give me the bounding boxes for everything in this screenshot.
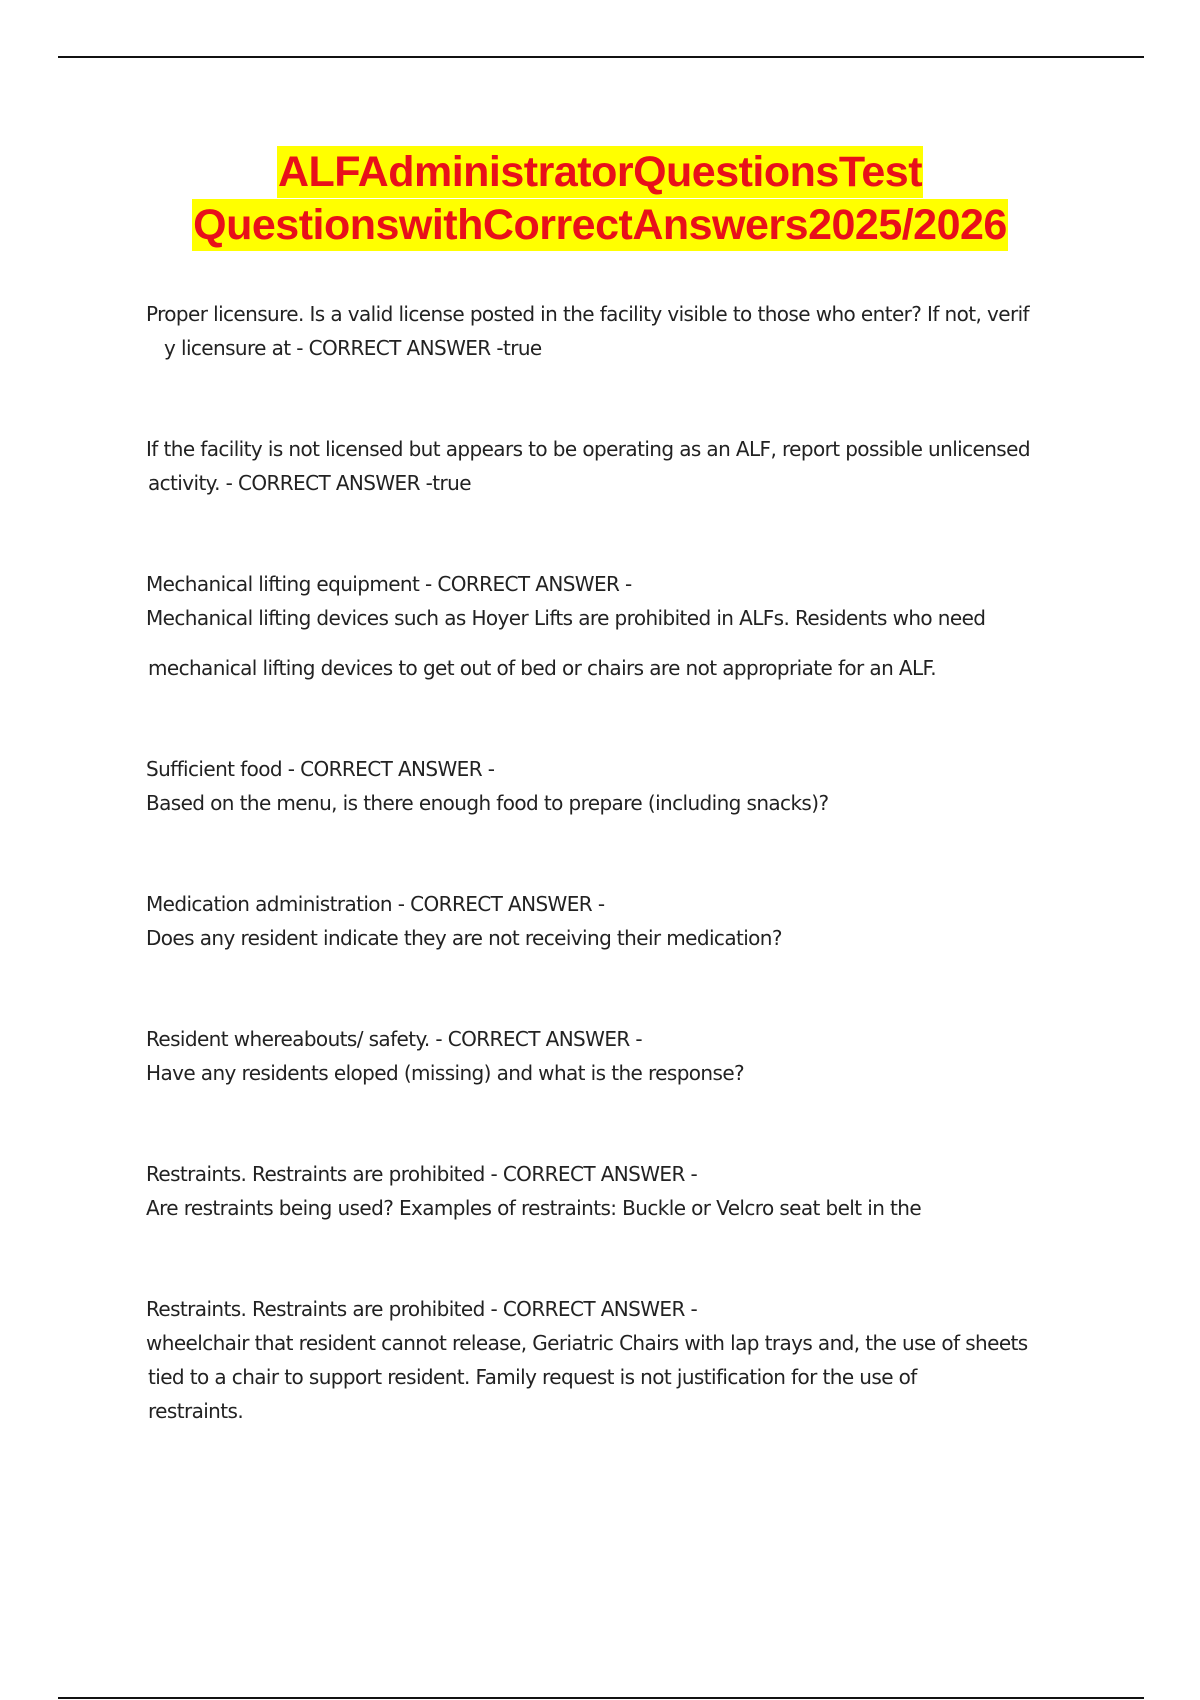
entry-text-line: Restraints. Restraints are prohibited - CORRECT ANSWER -	[146, 1297, 698, 1321]
qa-entry-sufficient-food	[146, 752, 1066, 820]
entry-text-line: restraints.	[148, 1399, 244, 1423]
qa-entry-medication-administration	[146, 887, 1066, 955]
entry-text-line: Does any resident indicate they are not receiving their medication?	[146, 926, 782, 950]
qa-entry-resident-whereabouts	[146, 1022, 1066, 1090]
qa-entry-restraints-2	[146, 1292, 1066, 1428]
qa-entry-mechanical-lifting	[146, 567, 1066, 685]
entry-text-line: mechanical lifting devices to get out of bed or chairs are not appropriate for an ALF.	[148, 656, 936, 680]
entry-text-line: y licensure at - CORRECT ANSWER -true	[164, 336, 542, 360]
qa-entry-proper-licensure	[146, 297, 1066, 365]
entry-text-line: Have any residents eloped (missing) and what is the response?	[146, 1061, 745, 1085]
qa-entry-restraints-1	[146, 1157, 1066, 1225]
qa-entry-unlicensed-activity	[146, 432, 1066, 500]
entry-text-line: tied to a chair to support resident. Family request is not justification for the use of	[148, 1365, 917, 1389]
title-line-1: ALFAdministratorQuestionsTest	[277, 148, 923, 196]
entry-text-line: wheelchair that resident cannot release, Geriatric Chairs with lap trays and, the use of sheets	[146, 1331, 1028, 1355]
entry-text-line: Resident whereabouts/ safety. - CORRECT ANSWER -	[146, 1027, 643, 1051]
entry-text-line: Restraints. Restraints are prohibited - CORRECT ANSWER -	[146, 1162, 698, 1186]
entry-text-line: Mechanical lifting devices such as Hoyer Lifts are prohibited in ALFs. Residents who need	[146, 606, 986, 630]
entry-text-line: Medication administration - CORRECT ANSWER -	[146, 892, 605, 916]
document-title	[0, 146, 1200, 251]
header-rule	[58, 56, 1144, 58]
entry-text-line: Are restraints being used? Examples of restraints: Buckle or Velcro seat belt in the	[146, 1196, 922, 1220]
entry-text-line: If the facility is not licensed but appears to be operating as an ALF, report possible unlicensed	[146, 437, 1030, 461]
entry-text-line: Proper licensure. Is a valid license posted in the facility visible to those who enter? If not, verif	[146, 302, 1029, 326]
entry-text-line: activity. - CORRECT ANSWER -true	[148, 471, 471, 495]
entry-text-line: Sufficient food - CORRECT ANSWER -	[146, 757, 495, 781]
entry-text-line: Mechanical lifting equipment - CORRECT ANSWER -	[146, 572, 632, 596]
footer-rule	[58, 1697, 1144, 1699]
entry-text-line: Based on the menu, is there enough food to prepare (including snacks)?	[146, 791, 829, 815]
title-line-2: QuestionswithCorrectAnswers2025/2026	[193, 201, 1007, 249]
